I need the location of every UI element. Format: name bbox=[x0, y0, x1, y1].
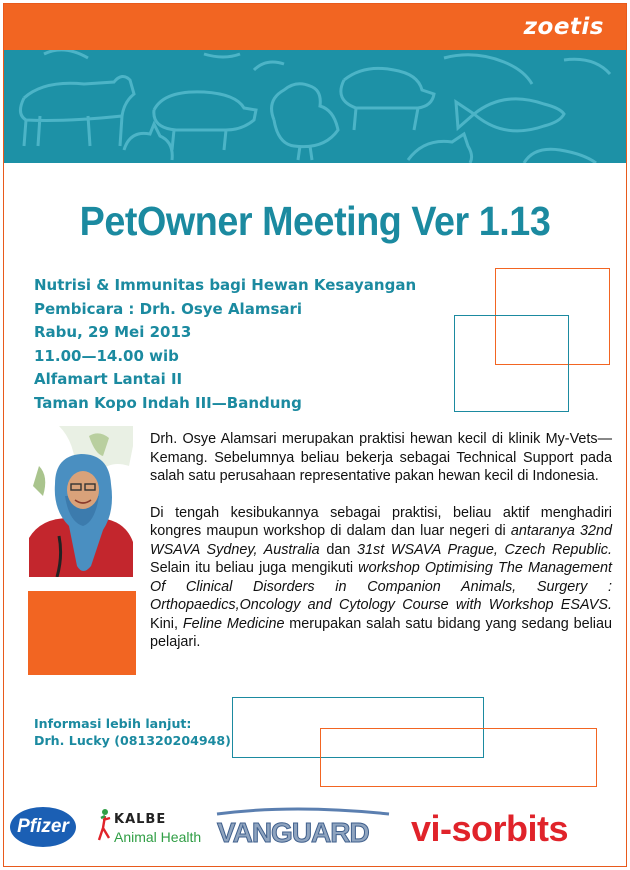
bio-paragraph-1: Drh. Osye Alamsari merupakan praktisi hewan kecil di klinik My-Vets—Kemang. Sebelumnya beliau bekerja sebagai Technical Support pada salah satu perusahaan representative pakan hewan kecil di Indonesia. bbox=[150, 431, 612, 484]
bio-text: Selain itu beliau juga mengikuti bbox=[150, 560, 359, 576]
decor-box-teal-top bbox=[454, 315, 569, 412]
bio-italic-text: workshop Optimising The Management Of Clinical Disorders in Companion Animals, Surgery : Orthopaedics,Oncology and Cytology Course with Workshop ESAVS. bbox=[150, 560, 612, 613]
event-address: Taman Kopo Indah III—Bandung bbox=[34, 393, 302, 412]
bio-paragraph-2 bbox=[150, 504, 612, 652]
kalbe-name: KALBE bbox=[114, 812, 167, 827]
kalbe-figure-icon bbox=[97, 808, 113, 842]
animal-banner bbox=[4, 50, 626, 163]
event-time: 11.00—14.00 wib bbox=[34, 346, 179, 365]
event-date: Rabu, 29 Mei 2013 bbox=[34, 323, 192, 341]
animal-silhouettes-icon bbox=[4, 50, 626, 163]
contact-person: Drh. Lucky (081320204948) bbox=[34, 733, 231, 748]
event-speaker: Pembicara : Drh. Osye Alamsari bbox=[34, 299, 303, 318]
zoetis-logo: zoetis bbox=[523, 14, 604, 40]
contact-label: Informasi lebih lanjut: bbox=[34, 716, 192, 731]
event-details bbox=[34, 274, 416, 415]
page-title: PetOwner Meeting Ver 1.13 bbox=[79, 198, 551, 244]
speaker-photo bbox=[29, 426, 133, 577]
vanguard-logo bbox=[213, 804, 393, 850]
bio-text: merupakan salah satu bidang yang sedang beliau pelajari. bbox=[150, 615, 612, 650]
bio-italic-text: 31st WSAVA Prague, Czech Republic. bbox=[357, 541, 613, 558]
kalbe-logo bbox=[97, 808, 202, 847]
bio-italic-text: antaranya 32nd WSAVA Sydney, Australia bbox=[150, 523, 612, 558]
visorbits-logo: vi-sorbits bbox=[411, 808, 569, 849]
decor-box-orange-bottom bbox=[320, 728, 597, 787]
speaker-bio bbox=[150, 430, 612, 670]
bio-italic-text: Feline Medicine bbox=[182, 615, 285, 632]
pfizer-logo: Pfizer bbox=[10, 807, 76, 847]
top-bar bbox=[4, 4, 626, 50]
decor-orange-block bbox=[28, 591, 136, 675]
bio-text: dan bbox=[319, 541, 358, 558]
event-venue: Alfamart Lantai II bbox=[34, 370, 183, 388]
vanguard-swoosh-icon bbox=[213, 804, 393, 850]
bio-text: Di tengah kesibukannya sebagai praktisi, beliau aktif menghadiri kongres maupun workshop di dalam dan luar negeri di bbox=[150, 504, 612, 539]
speaker-portrait-icon bbox=[29, 426, 133, 577]
bio-text: Kini, bbox=[150, 615, 183, 632]
event-topic: Nutrisi & Immunitas bagi Hewan Kesayangan bbox=[34, 276, 417, 294]
contact-info bbox=[34, 715, 231, 749]
vanguard-text: VANGUARD bbox=[217, 817, 369, 848]
kalbe-subtitle: Animal Health bbox=[114, 829, 202, 845]
